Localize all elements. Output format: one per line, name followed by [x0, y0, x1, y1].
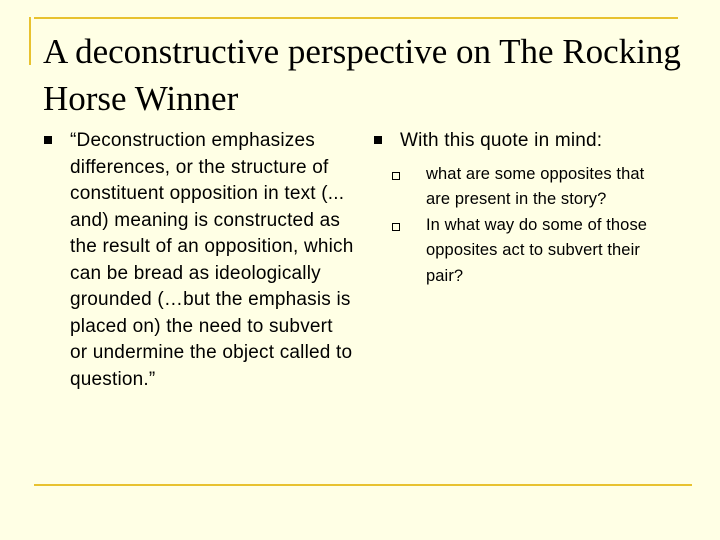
- slide-title: A deconstructive perspective on The Rocking Horse Winner: [43, 32, 681, 118]
- square-bullet-icon: [374, 136, 382, 144]
- square-bullet-icon: [44, 136, 52, 144]
- bottom-frame-line: [34, 484, 692, 486]
- sub-list-item: [370, 213, 670, 290]
- top-frame-line: [34, 17, 678, 19]
- prompt-text: With this quote in mind:: [400, 130, 603, 151]
- sub-item-text: In what way do some of those opposites act to subvert their pair?: [426, 215, 648, 285]
- quote-text: “Deconstruction emphasizes differences, or the structure of constituent opposition in text (... and) meaning is constructed as the result of an opposition, which can be bread as ideologically grounded (…but the emphasis is placed on) the need to subvert or undermine the object called to question.”: [70, 130, 354, 390]
- hollow-square-bullet-icon: [392, 172, 400, 180]
- hollow-square-bullet-icon: [392, 223, 400, 231]
- right-column: [370, 128, 670, 289]
- list-item: [370, 128, 670, 155]
- sub-list-item: [370, 162, 670, 213]
- list-item: [40, 128, 354, 393]
- left-frame-line: [29, 17, 31, 65]
- left-column: [40, 128, 354, 393]
- sub-item-text: what are some opposites that are present in the story?: [426, 164, 645, 208]
